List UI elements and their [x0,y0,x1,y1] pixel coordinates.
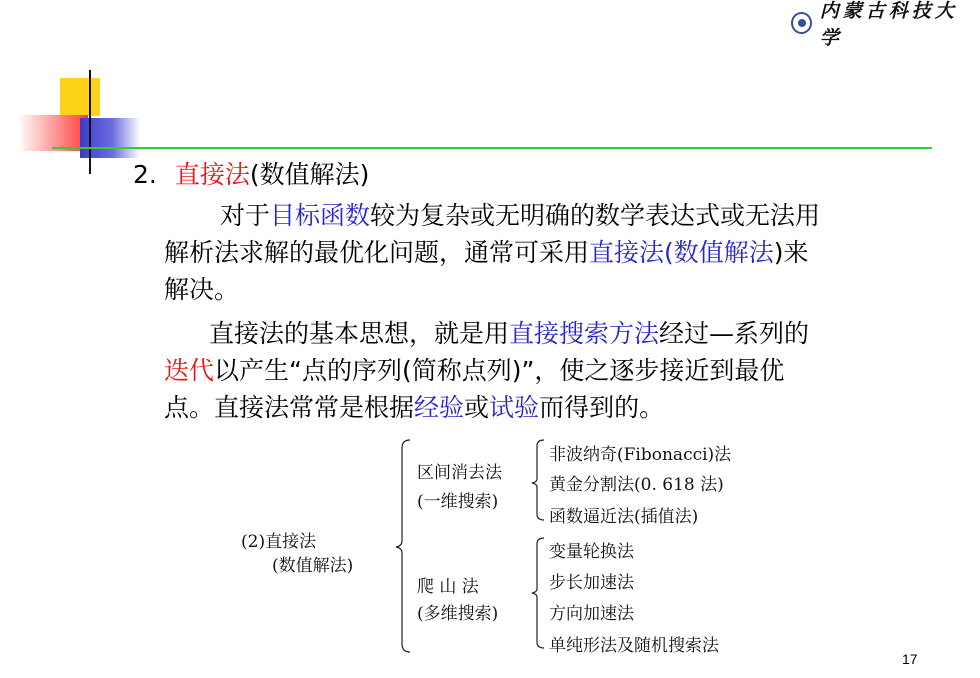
diagram-group1-line1: 区间消去法 [417,463,502,483]
diagram-root-line2: (数值解法) [272,556,354,576]
term-direct-method: 直接法(数值解法 [589,238,774,267]
term-direct-search: 直接搜索方法 [509,319,660,348]
diagram-group1-line2: (一维搜索) [417,492,499,512]
diagram-group2-line1: 爬 山 法 [417,577,479,597]
p2-l2-text: 以产生“点的序列(简称点列)”，使之逐步接近到最优 [214,356,785,385]
p2-l3-text: 点。直接法常常是根据 [164,393,415,422]
diagram-root-line1: (2)直接法 [241,532,317,552]
p2-l3-text-2: 而得到的。 [539,393,665,422]
p1-line3: 解决。 [164,275,240,304]
method-item: 变量轮换法 [549,542,634,562]
p1-l1-text-2: 较为复杂或无明确的数学表达式或无法用 [370,201,821,230]
brace-main [396,440,410,652]
page-number: 17 [902,651,918,667]
p2-l1-text: 直接法的基本思想，就是用 [209,319,510,348]
p1-l1-text: 对于 [220,201,271,230]
method-item: 黄金分割法(0. 618 法) [549,475,724,495]
brace-group2 [532,538,544,648]
p2-l1-text-2: 经过—系列的 [659,319,810,348]
method-item: 单纯形法及随机搜索法 [549,636,719,656]
term-iteration: 迭代 [164,356,215,385]
method-item: 步长加速法 [549,573,634,593]
brace-group1 [532,440,544,520]
diagram-group2-line2: (多维搜索) [417,604,499,624]
p1-l2-text: 解析法求解的最优化问题，通常可采用 [164,238,590,267]
p2-l3-or: 或 [464,393,490,422]
term-objective-function: 目标函数 [270,201,371,230]
method-item: 方向加速法 [549,604,634,624]
heading-rest: (数值解法) [249,160,370,189]
term-experiment: 试验 [489,393,540,422]
method-item: 函数逼近法(插值法) [549,507,699,527]
p1-l2-text-2: )来 [773,238,809,267]
heading-number: 2. [133,160,157,189]
method-item: 非波纳奇(Fibonacci)法 [549,445,732,465]
term-experience: 经验 [414,393,465,422]
heading-term: 直接法 [174,160,250,189]
university-name: 内蒙古科技大学 [819,0,958,49]
